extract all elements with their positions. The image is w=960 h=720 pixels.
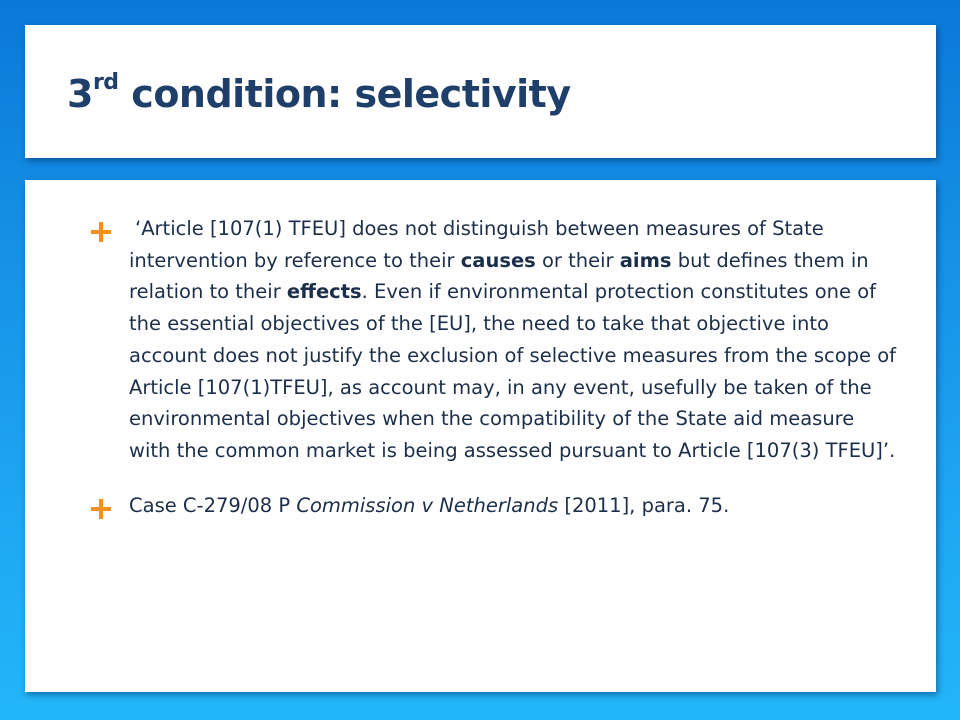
bullet-list (91, 213, 901, 521)
citation-text-part-1: Case C-279/08 P (129, 493, 297, 517)
emphasis-effects: effects (286, 280, 362, 304)
title-number: 3 (67, 72, 93, 116)
quote-text-part-2: or their (535, 248, 620, 272)
citation-case-name: Commission v Netherlands (296, 493, 559, 517)
title-ordinal-suffix: rd (92, 70, 119, 96)
content-panel (25, 180, 936, 692)
bullet-quote (91, 213, 901, 467)
emphasis-aims: aims (619, 248, 672, 272)
bullet-citation (91, 490, 901, 522)
citation-text-part-2: [2011], para. 75. (558, 493, 730, 517)
quote-text-part-1: ‘Article [107(1) TFEU] does not distinguish between measures of State intervention by reference to their (129, 217, 824, 272)
slide-title (67, 72, 571, 116)
quote-text-part-4: . Even if environmental protection constitutes one of the essential objectives of the [EU], the need to take that objective into account does not justify the exclusion of selective measures from the scope of Article [107(1)TFEU], as account may, in any event, usefully be taken of the environmental objectives when the compatibility of the State aid measure with the common market is being assessed pursuant to Article [107(3) TFEU]’. (129, 280, 897, 462)
title-text: condition: selectivity (118, 72, 571, 116)
plus-bullet-icon (91, 222, 111, 242)
plus-bullet-icon (91, 499, 111, 519)
quote-text-part-3: but defines them in relation to their (129, 248, 869, 304)
emphasis-causes: causes (460, 248, 536, 272)
